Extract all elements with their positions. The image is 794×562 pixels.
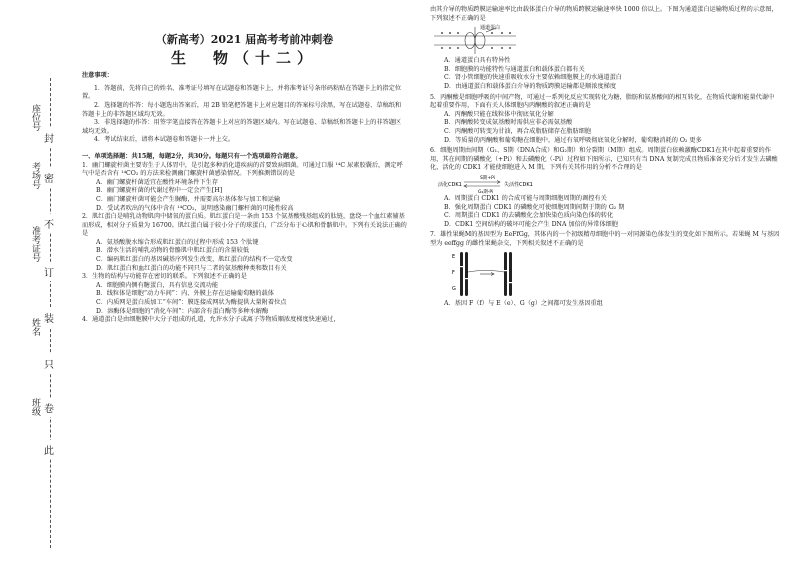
question-stem: 3．生物的结构与功能存在密切的联系。下列叙述不正确的是	[82, 273, 247, 281]
seal-char: 不	[44, 214, 54, 233]
notice-item: 3．非选择题的作答：用签字笔直接答在答题卡上对应的答题区域内。写在试题卷、草稿纸和答题卡上的非答题区域均无效。	[82, 119, 402, 135]
notice-item: 4．考试结束后，请将本试题卷和答题卡一并上交。	[94, 136, 235, 144]
binding-sidebar	[0, 0, 70, 562]
question-option: B．细胞膜的功能特性与通道蛋白和载体蛋白都有关	[444, 65, 585, 73]
question-option: A．细胞膜内侧有糖蛋白，具有信息交流功能	[96, 281, 219, 289]
question-stem: 6．细胞周期由间期（G₁、S期（DNA合成）和G₂期）和分裂期（M期）组成。周期蛋白依赖激酶CDK1在其中起着重要的作用，其在间期的磷酸化（+Pi）和去磷酸化（-Pi）过程如下图所示，已知只有当 DNA 复制完成且物质准备充分后才发生去磷酸化，活化的 CDK1 才能使细胞进入 M 期，下列有关其作用的分析不合理的是	[430, 147, 778, 172]
notice-item: 2．选择题的作答：每小题选出答案后，用 2B 铅笔把答题卡上对应题目的答案标号涂黑，写在试题卷、草稿纸和答题卡上的非答题区域均无效。	[82, 101, 402, 118]
notice-item: 1．答题前，先将自己的姓名、准考证号填写在试题卷和答题卡上，并将准考证号条形码粘贴在答题卡上的指定位置。	[82, 84, 402, 101]
question-stem: 7．雄性果蝇M的基因型为 EeFfGg，其体内的一个初级精母细胞中的一对同源染色体发生的变化如下图所示。若果蝇 M 与基因型为 eeffgg 的雌性果蝇杂交，下列相关叙述不正确的是	[430, 231, 780, 247]
channel-protein-label: 通道蛋白	[480, 25, 501, 32]
seal-char: 装	[44, 308, 54, 327]
gene-label: E	[452, 254, 456, 261]
question-option: B．丙酮酸转变成氨基酸时需供应非必需氨基酸	[444, 119, 573, 127]
question-option: D．溶酶体是细胞的“消化车间”：内部含有蛋白酶等多种水解酶	[96, 307, 269, 315]
exam-title: （新高考）2021 届高考考前冲刺卷	[155, 33, 334, 46]
seal-char: 密	[44, 168, 54, 187]
cdk1-cycle-figure	[430, 173, 780, 195]
exam-subject: 生 物（十二）	[170, 48, 318, 67]
question-option: A．基因 F（f）与 E（e）、G（g）之间都可发生基因重组	[444, 300, 603, 308]
gene-label: G	[452, 286, 456, 293]
question-option: D．受试者吹出的气体中含有 ¹⁴CO₂，说明感染幽门螺杆菌的可能性较高	[96, 204, 294, 212]
chromosome-figure	[430, 248, 780, 300]
question-option: B．线粒体是细胞“动力车间”：内、外膜上存在运输葡萄糖的载体	[96, 290, 274, 298]
question-option: C．幽门螺旋杆菌可能会产生脲酶，并需要高尔基体参与加工和运输	[96, 195, 281, 203]
left-column	[82, 0, 407, 325]
seal-char: 此	[44, 440, 54, 459]
question-option: D．等质量的丙酮酸和葡萄糖在细胞中，通过有氧呼吸彻底氧化分解时，葡萄糖消耗的 O₂ 更多	[444, 136, 702, 144]
notice-heading: 注意事项：	[82, 72, 113, 80]
channel-protein-figure	[430, 23, 780, 57]
sidebar-label-exam-number: 准考证号	[30, 226, 40, 262]
cdk1-inactive-label: 失活性CDK1	[504, 181, 533, 188]
question-option: A．通道蛋白具有特异性	[444, 57, 511, 65]
question-option: C．周期蛋白 CDK1 的去磷酸化会加快染色质向染色体的转化	[444, 212, 614, 220]
section-heading: 一、单项选择题：共15题，每题2分，共30分。每题只有一个选项最符合题意。	[82, 152, 302, 160]
cdk1-active-label: 活化CDK1	[438, 181, 462, 188]
gene-label: F	[452, 270, 455, 277]
question-option: C．内质网是蛋白质加工“车间”：膜连接成网状为酶提供大量附着位点	[96, 299, 287, 307]
seal-char: 封	[44, 128, 54, 147]
sidebar-label-room: 考场号	[30, 162, 40, 189]
sidebar-label-class: 班级	[30, 398, 40, 416]
question-option: A．周期蛋白 CDK1 的合成可能与周期细胞周期的调控有关	[444, 194, 607, 202]
cdk1-bottom-label: G₂期-Pi	[478, 189, 494, 195]
question-option: D．肌红蛋白和血红蛋白的功能不同只与二者的氨基酸种类和数目有关	[96, 264, 287, 272]
question-option: D．由通道蛋白和载体蛋白介导的物质跨膜运输都是顺浓度梯度	[444, 82, 617, 90]
sidebar-label-seat: 座位号	[30, 104, 40, 131]
question-option: C．肾小管细胞的快速重吸收水分主要依赖细胞膜上的水通道蛋白	[444, 74, 622, 82]
seal-char: 订	[44, 262, 54, 281]
question-stem: 4．通道蛋白是由细胞膜中大分子组成的孔道，允许水分子或离子等物质顺浓度梯度快速通过，	[82, 316, 340, 324]
question-option: B．强化周期蛋白 CDK1 的磷酸化可使细胞周期间期于期的 G₂ 期	[444, 203, 625, 211]
question-option: A．丙酮酸只能在线粒体中彻底氧化分解	[444, 110, 554, 118]
sidebar-label-name: 姓名	[30, 318, 40, 336]
question-option: A．氨基酸脱水缩合形成肌红蛋白的过程中形成 153 个肽键	[96, 238, 259, 246]
seal-char: 卷	[44, 398, 54, 417]
question-option: C．丙酮酸可转变为甘油，再合成脂肪储存在脂肪细胞	[444, 127, 592, 135]
question-option: D．CDK1 空间结构的破坏可能会产生 DNA 加倍的异常体细胞	[444, 220, 618, 228]
cdk1-top-label: S期+Pi	[480, 175, 495, 181]
right-column	[430, 6, 780, 309]
question-option: A．幽门螺旋杆菌适宜在酸性环境条件下生存	[96, 178, 219, 186]
question-option: B．潜水生活的哺乳动物的骨骼肌中肌红蛋白的含量较低	[96, 247, 250, 255]
question-stem: 5．丙酮酸是细胞呼吸的中间产物，可通过一系列化反应实现转化为糖，脂肪和氨基酸间的相互转化，在物质代谢和能量代谢中起着重要作用，下面有关人体细胞内丙酮酸的叙述正确的是	[430, 93, 775, 110]
question-stem-continued: 由其介导的物质跨膜运输速率比由载体蛋白介导的物质跨膜运输速率快 1000 倍以上。下图为通道蛋白运输物质过程的示意图，下列叙述不正确的是	[430, 6, 778, 22]
question-option: C．编码肌红蛋白的基因碱基序列发生改变，肌红蛋白的结构不一定改变	[96, 256, 293, 264]
question-stem: 2．肌红蛋白是哺乳动物肌肉中储氧的蛋白质。肌红蛋白是一条由 153 个氨基酸残基组成的肽链，盘绕一个血红素辅基而形成，相对分子质量为 16700。肌红蛋白属于较小分子的球蛋白，广泛分布于心肌和骨骼肌中。下列有关说法正确的是	[82, 213, 407, 238]
question-stem: 1．幽门螺旋杆菌主要寄生于人体胃中，是引起多种消化道疾病的首要致病细菌。可通过口服 ¹⁴C 尿素胶囊后，测定呼气中是否含有 ¹⁴CO₂ 的方法来检测幽门螺旋杆菌感染情况。下列推测错误的是	[82, 161, 403, 178]
seal-char: 只	[44, 354, 54, 373]
question-option: B．幽门螺旋杆菌的代谢过程中一定会产生[H]	[96, 187, 223, 195]
